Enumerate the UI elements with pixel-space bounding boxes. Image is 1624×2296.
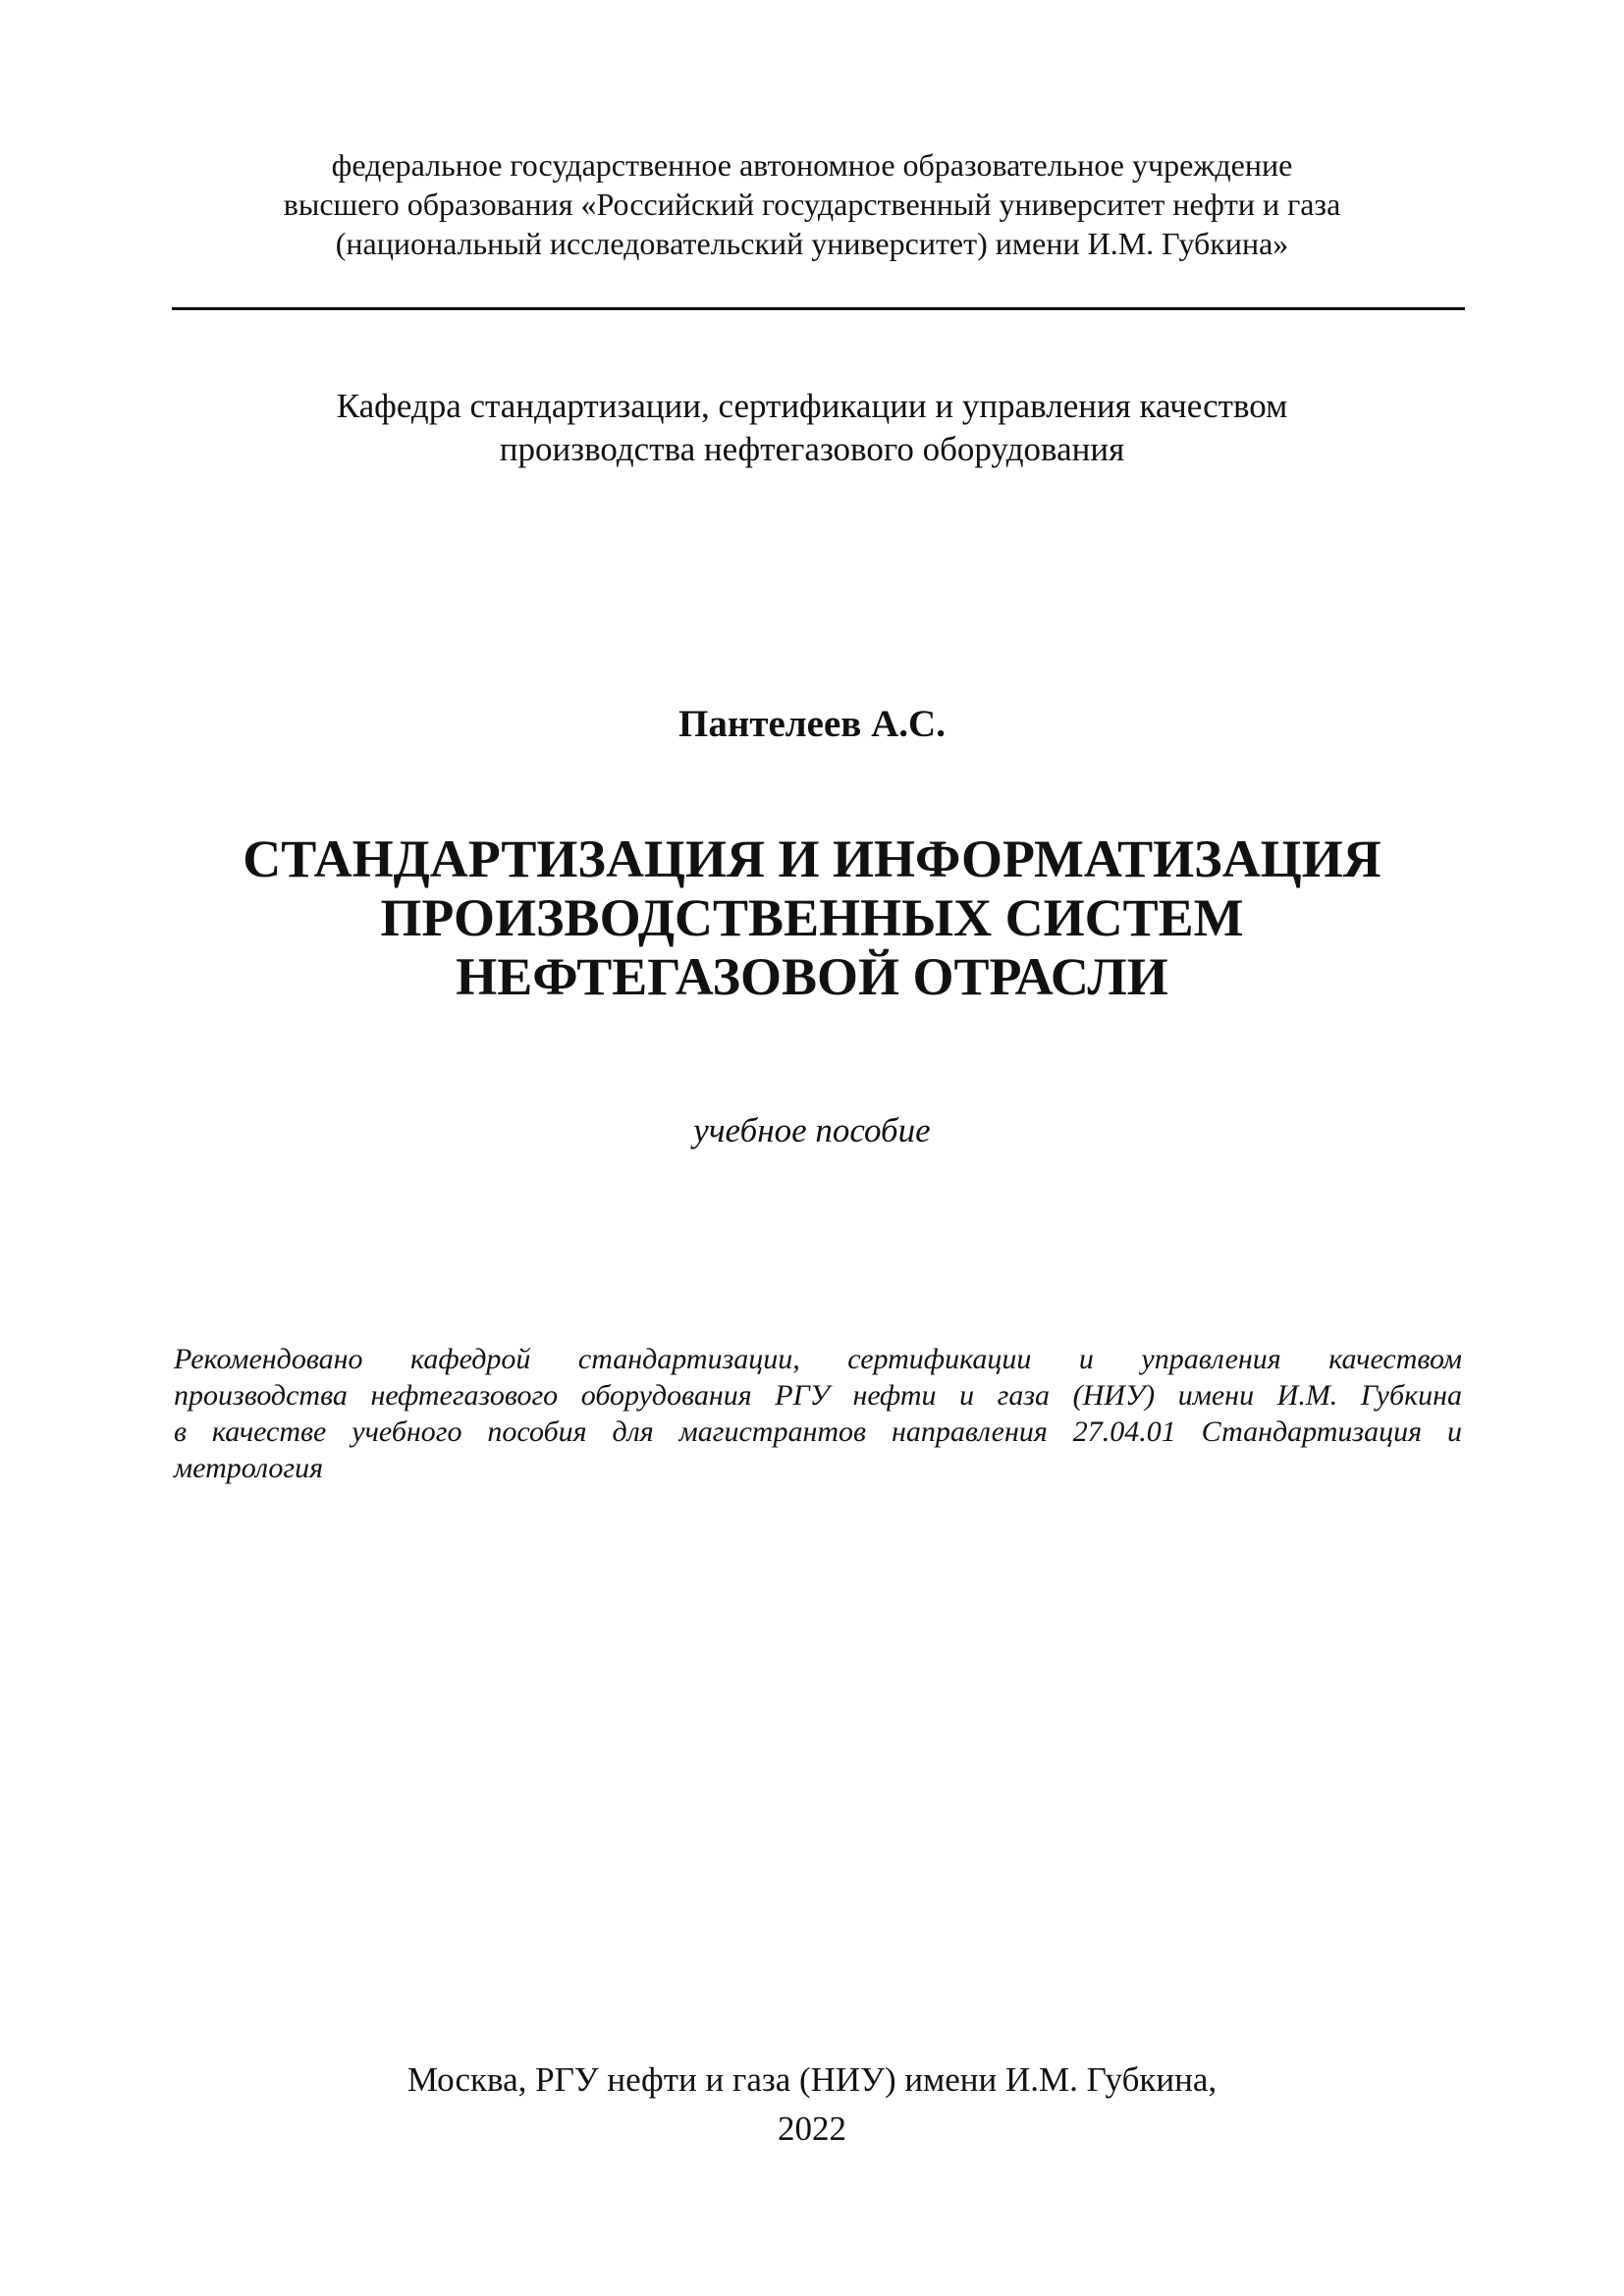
recommendation-note <box>174 1341 1462 1486</box>
title-line-3: НЕФТЕГАЗОВОЙ ОТРАСЛИ <box>456 947 1168 1006</box>
recommendation-line-3: в качестве учебного пособия для магистрантов направления 27.04.01 Стандартизация и <box>174 1415 1462 1448</box>
recommendation-line-1: Рекомендовано кафедрой стандартизации, сертификации и управления качеством <box>174 1343 1462 1375</box>
institution-line-2: высшего образования «Российский государственный университет нефти и газа <box>283 187 1341 222</box>
title-line-1: СТАНДАРТИЗАЦИЯ И ИНФОРМАТИЗАЦИЯ <box>243 829 1381 888</box>
department-line-2: производства нефтегазового оборудования <box>499 430 1125 468</box>
department-name <box>0 385 1624 471</box>
department-line-1: Кафедра стандартизации, сертификации и управления качеством <box>336 387 1288 425</box>
header-divider <box>172 307 1465 310</box>
publication-info <box>0 2056 1624 2154</box>
title-line-2: ПРОИЗВОДСТВЕННЫХ СИСТЕМ <box>380 888 1244 947</box>
book-title <box>0 829 1624 1006</box>
author-name: Пантелеев А.С. <box>678 703 946 745</box>
institution-line-1: федеральное государственное автономное образовательное учреждение <box>331 147 1293 183</box>
recommendation-line-2: производства нефтегазового оборудования РГУ нефти и газа (НИУ) имени И.М. Губкина <box>174 1379 1462 1412</box>
institution-line-3: (национальный исследовательский университет) имени И.М. Губкина» <box>335 226 1289 261</box>
publication-place: Москва, РГУ нефти и газа (НИУ) имени И.М. Губкина, <box>406 2060 1218 2099</box>
recommendation-line-4: метрология <box>174 1452 324 1484</box>
publication-year: 2022 <box>778 2109 846 2148</box>
book-type: учебное пособие <box>693 1111 931 1149</box>
institution-header <box>0 145 1624 263</box>
